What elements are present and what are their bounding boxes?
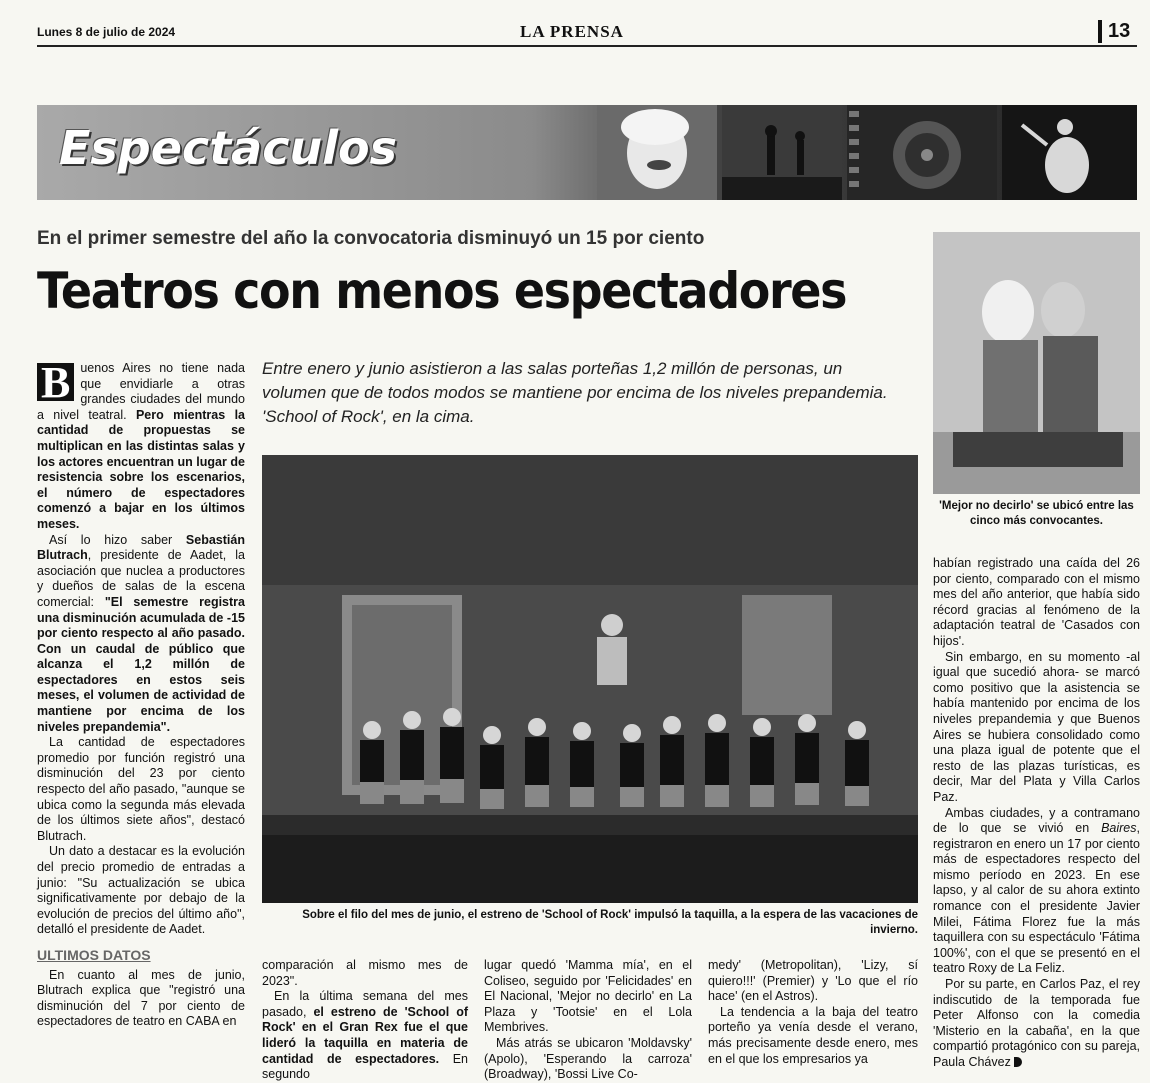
col5-p4: Por su parte, en Carlos Paz, el rey indiscutido de la temporada fue Peter Alfonso con la comedia 'Misterio en la cabaña', en la que compartió protagónico con su pareja, Paula Chávez	[933, 977, 1140, 1069]
col3-p2: Más atrás se ubicaron 'Moldavsky' (Apolo), 'Esperando la carroza' (Broadway), 'Bossi Live Co-	[484, 1035, 692, 1082]
main-photo-caption: Sobre el filo del mes de junio, el estreno de 'School of Rock' impulsó la taquilla, a la espera de las vacaciones de invierno.	[302, 909, 918, 936]
col1-p3: La cantidad de espectadores promedio por función registró una disminución del 23 por ciento respecto del año pasado, "aunque se ubica como la segunda más elevada de los últimos siete años", destacó Blutrach.	[37, 735, 245, 843]
col5-p3-b: , registraron en enero un 17 por ciento más de espectadores respecto del mismo período en 2023. En ese lapso, y al calor de su ahora extinto romance con el presidente Javier Milei, Fátima Florez fue la más taquillera con su espectáculo 'Fátima 100%', con el que se presentó en el teatro Roxy de La Feliz.	[933, 821, 1140, 976]
col2-p2-b: En segundo	[262, 1051, 468, 1082]
subhead-ultimos-datos: ULTIMOS DATOS	[37, 946, 151, 963]
drop-cap: B	[37, 363, 74, 401]
col1-p2-a: Así lo hizo saber	[49, 532, 173, 547]
col2-p2-bold: el estreno de 'School of Rock' en el Gran Rex fue el que lideró la taquilla en materia de cantidad de espectadores.	[262, 1004, 468, 1066]
section-banner	[37, 105, 1137, 200]
article-kicker: En el primer semestre del año la convocatoria disminuyó un 15 por ciento	[37, 228, 705, 249]
newspaper-name: LA PRENSA	[520, 22, 624, 41]
col4-p2: La tendencia a la baja del teatro porteño ya venía desde el verano, más precisamente desde enero, mes en el que los empresarios ya	[708, 1004, 918, 1066]
col5-p3-a: Ambas ciudades, y a contramano de lo que se vivió en	[933, 805, 1140, 836]
col1-p4: Un dato a destacar es la evolución del precio promedio de entradas a junio: "Su actualización se ubica significativamente por debajo de la evolución de precios del último año", detalló el presidente de Aadet.	[37, 844, 245, 937]
banner-photo-collage	[597, 105, 1137, 200]
col5-p3-em: Baires	[1101, 821, 1137, 836]
col1-p2-quote: "El semestre registra una disminución acumulada de -15 por ciento respecto al año pasado. Con un caudal de público que alcanza el 1,2 millón de espectadores en estos seis meses, el volumen de actividad de mantiene por encima de los niveles prepandemia".	[37, 594, 245, 734]
article-column-5	[933, 556, 1140, 1071]
col1-p1-bold: Pero mientras la cantidad de propuestas se multiplican en las distintas salas y los actores encuentran un lugar de resistencia sobre los escenarios, el número de espectadores comenzó a bajar en los últimos meses.	[37, 407, 245, 531]
header-rule	[37, 45, 1137, 47]
school-of-rock-photo	[262, 455, 918, 903]
col1-p2-name: Sebastián Blutrach	[37, 532, 245, 563]
article-lead: Entre enero y junio asistieron a las salas porteñas 1,2 millón de personas, un volumen que de todos modos se mantiene por encima de los niveles prepandemia. 'School of Rock', en la cima.	[262, 359, 888, 426]
article-headline: Teatros con menos espectadores	[37, 262, 847, 320]
article-column-3	[484, 958, 692, 1083]
end-of-article-mark	[1014, 1057, 1022, 1067]
col1-p5: En cuanto al mes de junio, Blutrach explica que "registró una disminución del 7 por ciento de espectadores de teatro en CABA en	[37, 967, 245, 1029]
col4-p1: medy' (Metropolitan), 'Lizy, sí quiero!!!' (Premier) y 'Lo que el río hace' (en el Astros).	[708, 958, 918, 1004]
article-column-4	[708, 958, 918, 1067]
page-number: 13	[1098, 20, 1130, 43]
article-column-2	[262, 958, 468, 1083]
mejor-no-decirlo-photo	[933, 232, 1140, 494]
col2-p1: comparación al mismo mes de 2023".	[262, 958, 468, 988]
side-photo-caption: 'Mejor no decirlo' se ubicó entre las cinco más convocantes.	[939, 500, 1134, 527]
col5-p1: habían registrado una caída del 26 por ciento, comparado con el mismo mes del año anterior, que había sido récord gracias al fenómeno de la adaptación teatral de 'Casados con hijos'.	[933, 556, 1140, 648]
article-column-1	[37, 358, 245, 1030]
col1-p1-text: uenos Aires no tiene nada que envidiarle a otras grandes ciudades del mundo a nivel teatral.	[37, 361, 245, 422]
edition-date: Lunes 8 de julio de 2024	[37, 25, 176, 39]
col1-p2-b: , presidente de Aadet, la asociación que nuclea a productores y dueños de salas de la escena comercial:	[37, 548, 245, 609]
col3-p1: lugar quedó 'Mamma mía', en el Coliseo, seguido por 'Felicidades' en El Nacional, 'Mejor no decirlo' en La Plaza y 'Tootsie' en el Lola Membrives.	[484, 958, 692, 1035]
section-title: Espectáculos	[59, 121, 397, 175]
col5-p2: Sin embargo, en su momento -al igual que sucedió ahora- se marcó como positivo que la asistencia se había mantenido por encima de los niveles prepandemia y que Buenos Aires se hubiera consolidado como una plaza igual de potente que el resto de las plazas turísticas, es decir, Mar del Plata y Villa Carlos Paz.	[933, 649, 1140, 804]
col2-p2-a: En la última semana del mes pasado,	[262, 989, 468, 1019]
